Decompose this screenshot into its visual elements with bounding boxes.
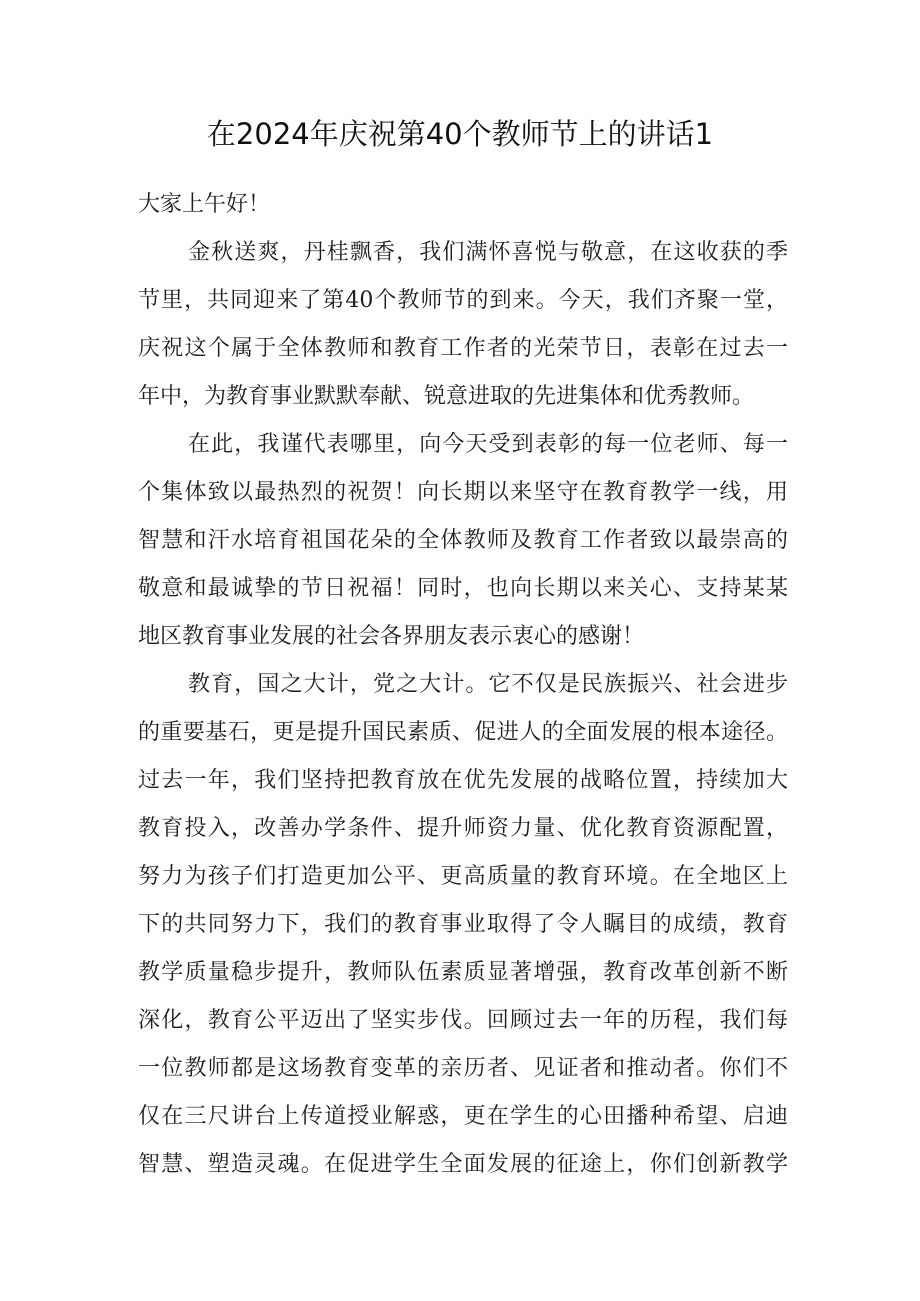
paragraph-line: 敬意和最诚挚的节日祝福！同时，也向长期以来关心、支持某某	[138, 576, 788, 601]
paragraph-line: 个集体致以最热烈的祝贺！向长期以来坚守在教育教学一线，用	[138, 480, 788, 505]
paragraph-line: 教学质量稳步提升，教师队伍素质显著增强，教育改革创新不断	[138, 960, 788, 985]
document-title: 在2024年庆祝第40个教师节上的讲话1	[206, 117, 714, 151]
paragraph-line: 过去一年，我们坚持把教育放在优先发展的战略位置，持续加大	[138, 768, 788, 793]
paragraph-line: 的重要基石，更是提升国民素质、促进人的全面发展的根本途径。	[138, 720, 788, 745]
paragraph-line: 金秋送爽，丹桂飘香，我们满怀喜悦与敬意，在这收获的季	[188, 240, 788, 265]
paragraph-line: 努力为孩子们打造更加公平、更高质量的教育环境。在全地区上	[138, 864, 788, 889]
paragraph-line: 教育，国之大计，党之大计。它不仅是民族振兴、社会进步	[188, 672, 788, 697]
paragraph-line: 年中，为教育事业默默奉献、锐意进取的先进集体和优秀教师。	[138, 384, 755, 409]
paragraph-line: 智慧和汗水培育祖国花朵的全体教师及教育工作者致以最崇高的	[138, 528, 788, 553]
paragraph-line: 教育投入，改善办学条件、提升师资力量、优化教育资源配置，	[138, 816, 788, 841]
paragraph-line: 深化，教育公平迈出了坚实步伐。回顾过去一年的历程，我们每	[138, 1008, 788, 1033]
paragraph-line: 下的共同努力下，我们的教育事业取得了令人瞩目的成绩，教育	[138, 912, 788, 937]
paragraph-line: 一位教师都是这场教育变革的亲历者、见证者和推动者。你们不	[138, 1056, 788, 1081]
paragraph-line: 仅在三尺讲台上传道授业解惑，更在学生的心田播种希望、启迪	[138, 1104, 788, 1129]
greeting: 大家上午好！	[138, 192, 271, 217]
paragraph-line: 在此，我谨代表哪里，向今天受到表彰的每一位老师、每一	[188, 432, 788, 457]
paragraph-line: 智慧、塑造灵魂。在促进学生全面发展的征途上，你们创新教学	[138, 1152, 788, 1177]
paragraph-line: 节里，共同迎来了第40个教师节的到来。今天，我们齐聚一堂，	[138, 288, 788, 313]
paragraph-line: 庆祝这个属于全体教师和教育工作者的光荣节日，表彰在过去一	[138, 336, 788, 361]
paragraph-line: 地区教育事业发展的社会各界朋友表示衷心的感谢！	[138, 624, 645, 649]
